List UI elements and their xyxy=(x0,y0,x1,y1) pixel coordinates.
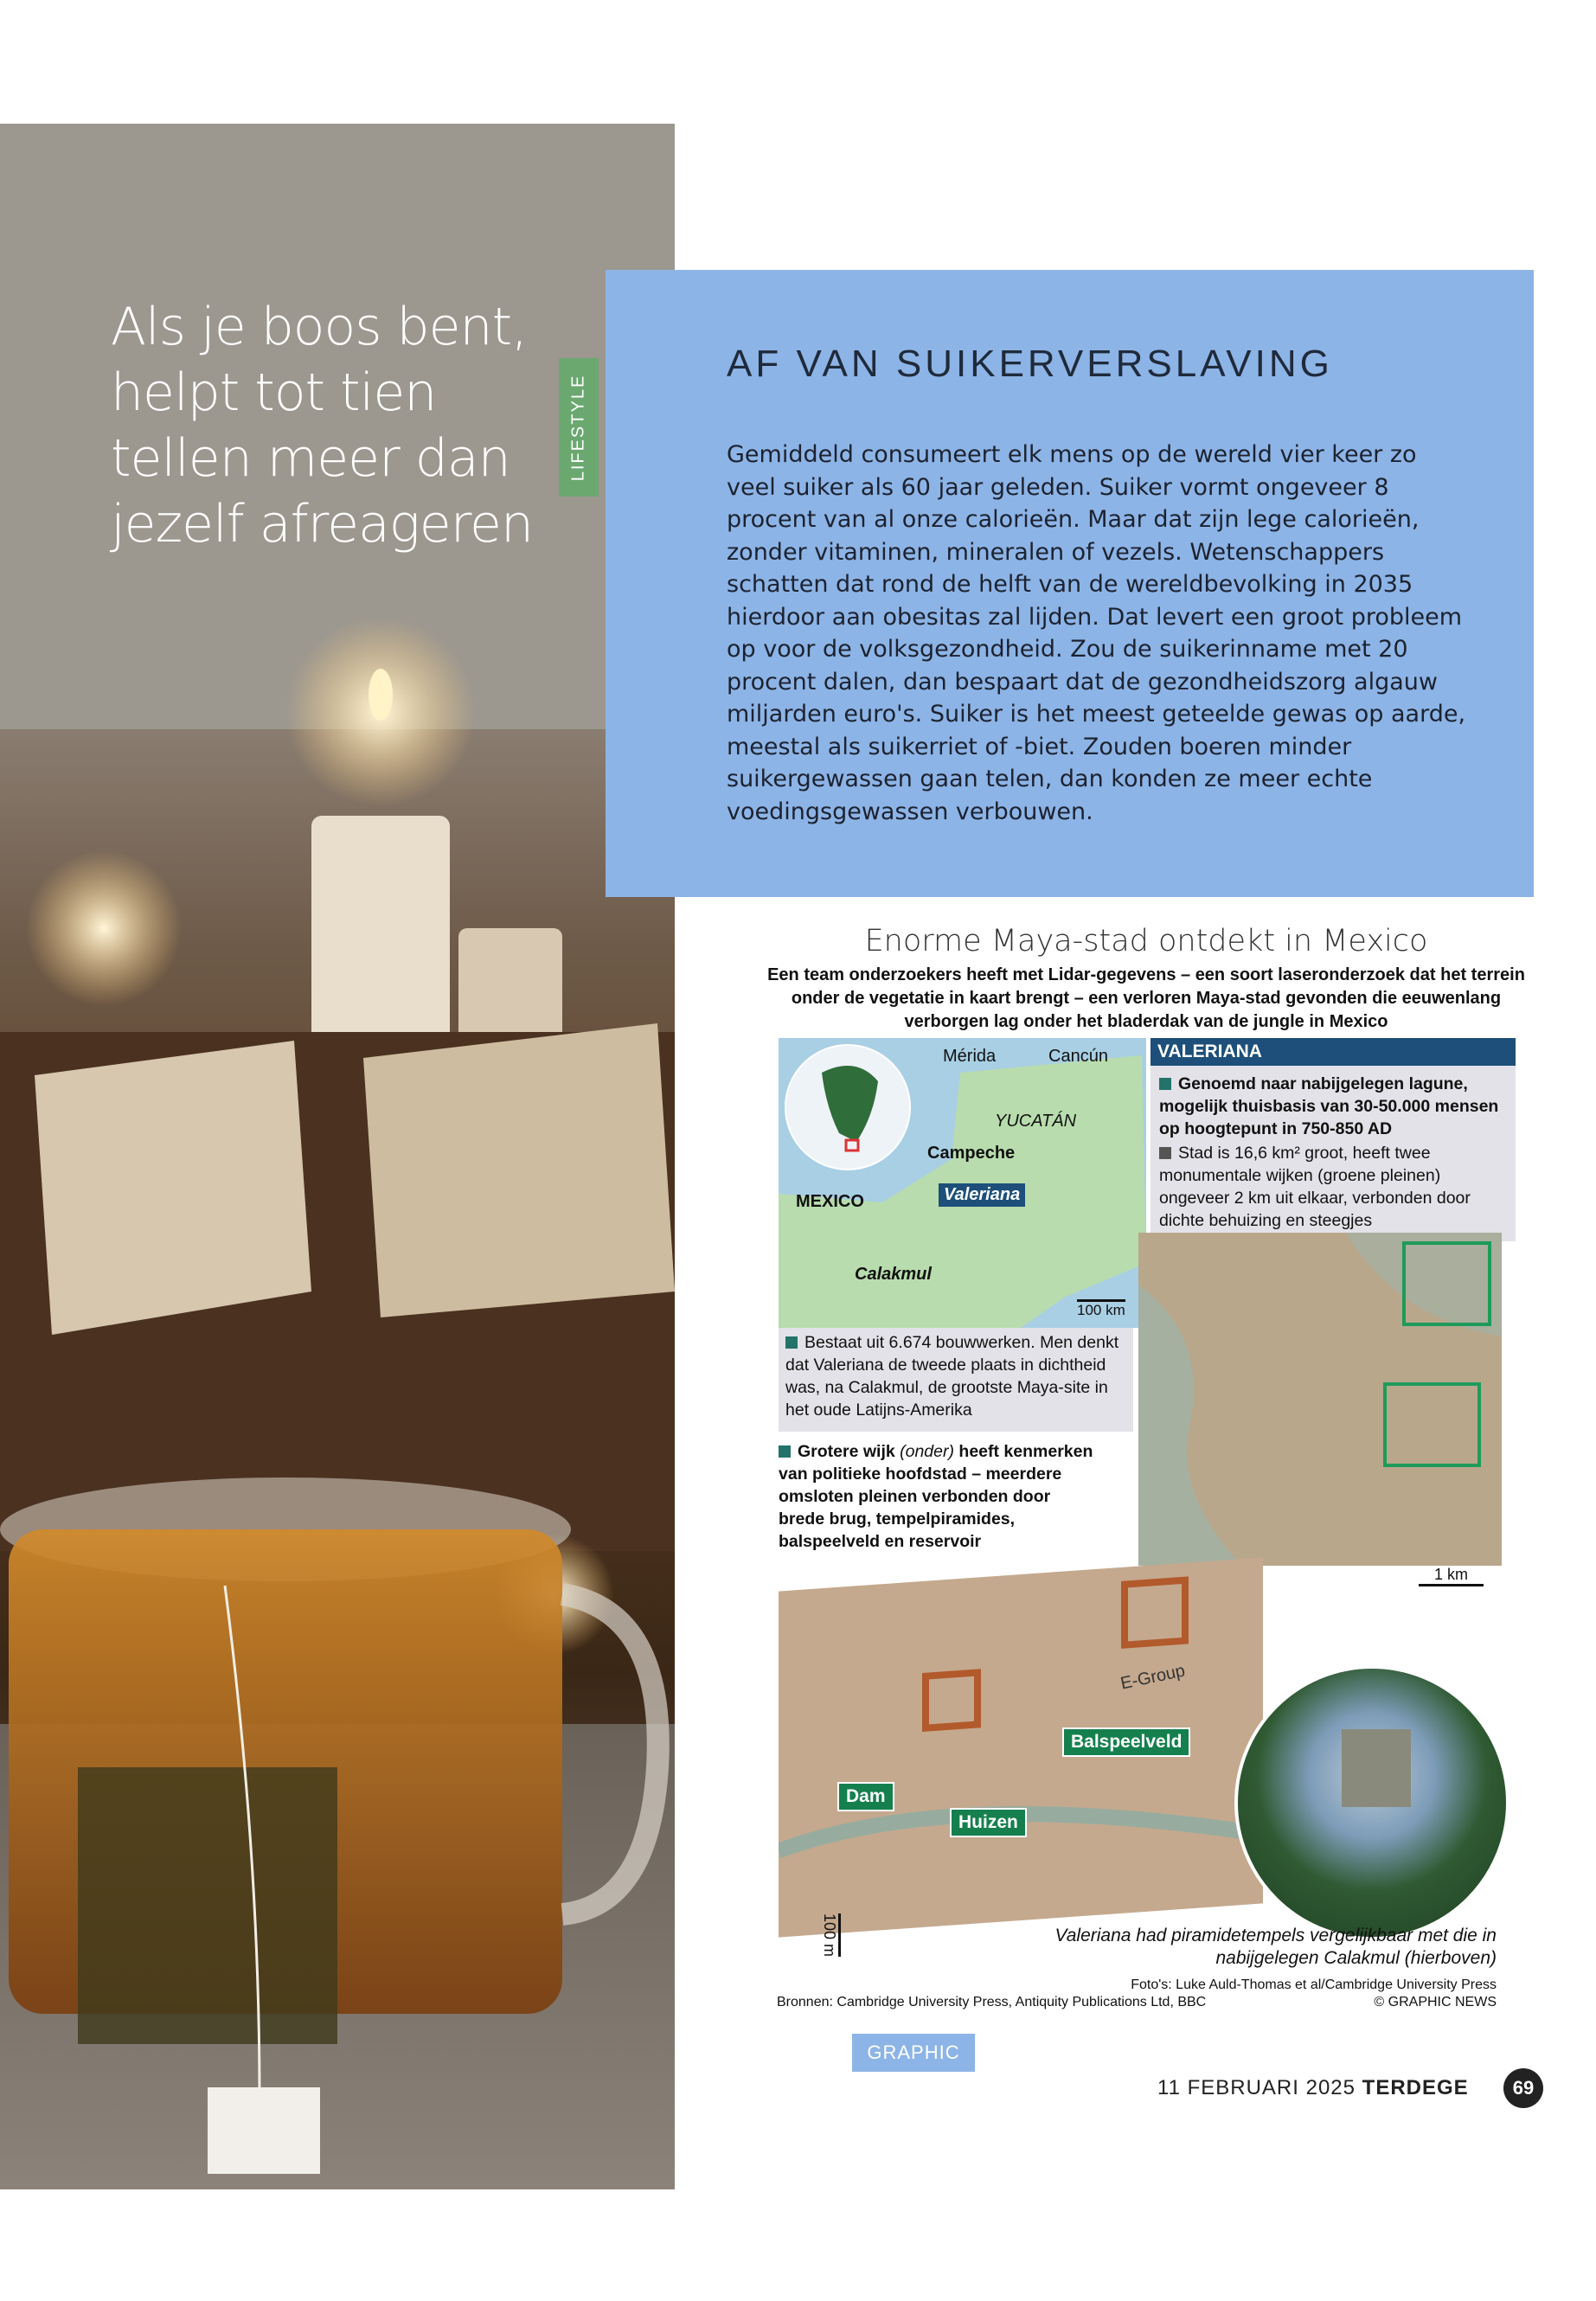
box-body: Gemiddeld consumeert elk mens op de wereld vier keer zo veel suiker als 60 jaar geleden. Suiker vormt ongeveer 8 procent van al onze calorieën. Maar dat zijn lege calorieën, zonder vitaminen, mineralen of vezels. Wetenschappers schatten dat rond de helft van de wereldbevolking in 2035 hierdoor aan obesitas zal lijden. Dat levert een groot probleem op voor de volksgezondheid. Zou de suikerinname met 20 procent dalen, dan bespaart dat de gezondheidszorg algauw miljarden euro's. Suiker is het meest geteelde gewas op aarde, meestal als suikerriet of -biet. Zouden boeren minder suikergewassen gaan telen, dan konden ze meer echte voedingsgewassen verbouwen. xyxy=(727,441,1466,825)
lidar-scale: 1 km xyxy=(1419,1566,1484,1586)
map-scale: 100 km xyxy=(1077,1299,1125,1319)
label-yucatan: YUCATÁN xyxy=(995,1112,1077,1131)
valeriana-panel xyxy=(1151,1038,1516,1241)
footer-date: 11 FEBRUARI 2025 TERDEGE xyxy=(1157,2076,1469,2099)
label-balspeelveld: Balspeelveld xyxy=(1062,1727,1190,1757)
label-huizen: Huizen xyxy=(950,1808,1027,1837)
fact-1: Genoemd naar nabijgelegen lagune, mogelijk thuisbasis van 30-50.000 mensen op hoogtepunt in 750-850 AD xyxy=(1159,1074,1499,1138)
valeriana-heading: VALERIANA xyxy=(1151,1038,1516,1066)
pull-quote: Als je boos bent, helpt tot tien tellen meer dan jezelf afreageren xyxy=(111,297,533,554)
graphic-title: Enorme Maya-stad ontdekt in Mexico xyxy=(864,924,1428,958)
box-title: AF VAN SUIKERVERSLAVING xyxy=(727,343,1333,385)
label-valeriana: Valeriana xyxy=(939,1183,1025,1207)
section-tag: LIFESTYLE xyxy=(559,358,599,497)
fact-4: Grotere wijk (onder) heeft kenmerken van politieke hoofdstad – meerdere omsloten pleinen verbonden door brede brug, tempelpiramides, balspeelveld en reservoir xyxy=(779,1442,1093,1551)
district-box-1 xyxy=(1402,1241,1491,1326)
graphic-tag: GRAPHIC xyxy=(852,2034,975,2072)
detail-scale: 100 m xyxy=(820,1913,841,1957)
fact-2: Stad is 16,6 km² groot, heeft twee monumentale wijken (groene pleinen) ongeveer 2 km uit elkaar, verbonden door dichte behuizing en steegjes xyxy=(1159,1144,1471,1230)
label-dam: Dam xyxy=(837,1782,894,1811)
photo-credit: Foto's: Luke Auld-Thomas et al/Cambridge University Press xyxy=(1131,1977,1497,1992)
graphic-caption: Valeriana had piramidetempels vergelijkbaar met die in nabijgelegen Calakmul (hierboven) xyxy=(1054,1926,1497,1968)
sidebar-box xyxy=(606,270,1534,897)
location-map xyxy=(779,1038,1146,1328)
label-egroup: E-Group xyxy=(1118,1661,1187,1694)
label-mexico: MEXICO xyxy=(796,1192,864,1211)
label-merida: Mérida xyxy=(943,1047,997,1066)
copyright: © GRAPHIC NEWS xyxy=(1374,1995,1497,2009)
fact-3: Bestaat uit 6.674 bouwwerken. Men denkt dat Valeriana de tweede plaats in dichtheid was, na Calakmul, de grootste Maya-site in het oude Latijns-Amerika xyxy=(779,1328,1133,1432)
label-calakmul: Calakmul xyxy=(855,1265,932,1284)
lidar-overview xyxy=(1138,1233,1502,1566)
sources: Bronnen: Cambridge University Press, Antiquity Publications Ltd, BBC xyxy=(777,1995,1207,2009)
calakmul-photo xyxy=(1234,1665,1509,1940)
page-number: 69 xyxy=(1503,2068,1543,2108)
label-campeche: Campeche xyxy=(927,1144,1016,1163)
district-box-2 xyxy=(1383,1382,1481,1467)
graphic-subtitle: Een team onderzoekers heeft met Lidar-gegevens – een soort laseronderzoek dat het terrein onder de vegetatie in kaart brengt – een verloren Maya-stad gevonden die eeuwenlang verborgen lag onder het bladerdak van de jungle in Mexico xyxy=(767,965,1525,1031)
label-cancun: Cancún xyxy=(1048,1047,1108,1066)
